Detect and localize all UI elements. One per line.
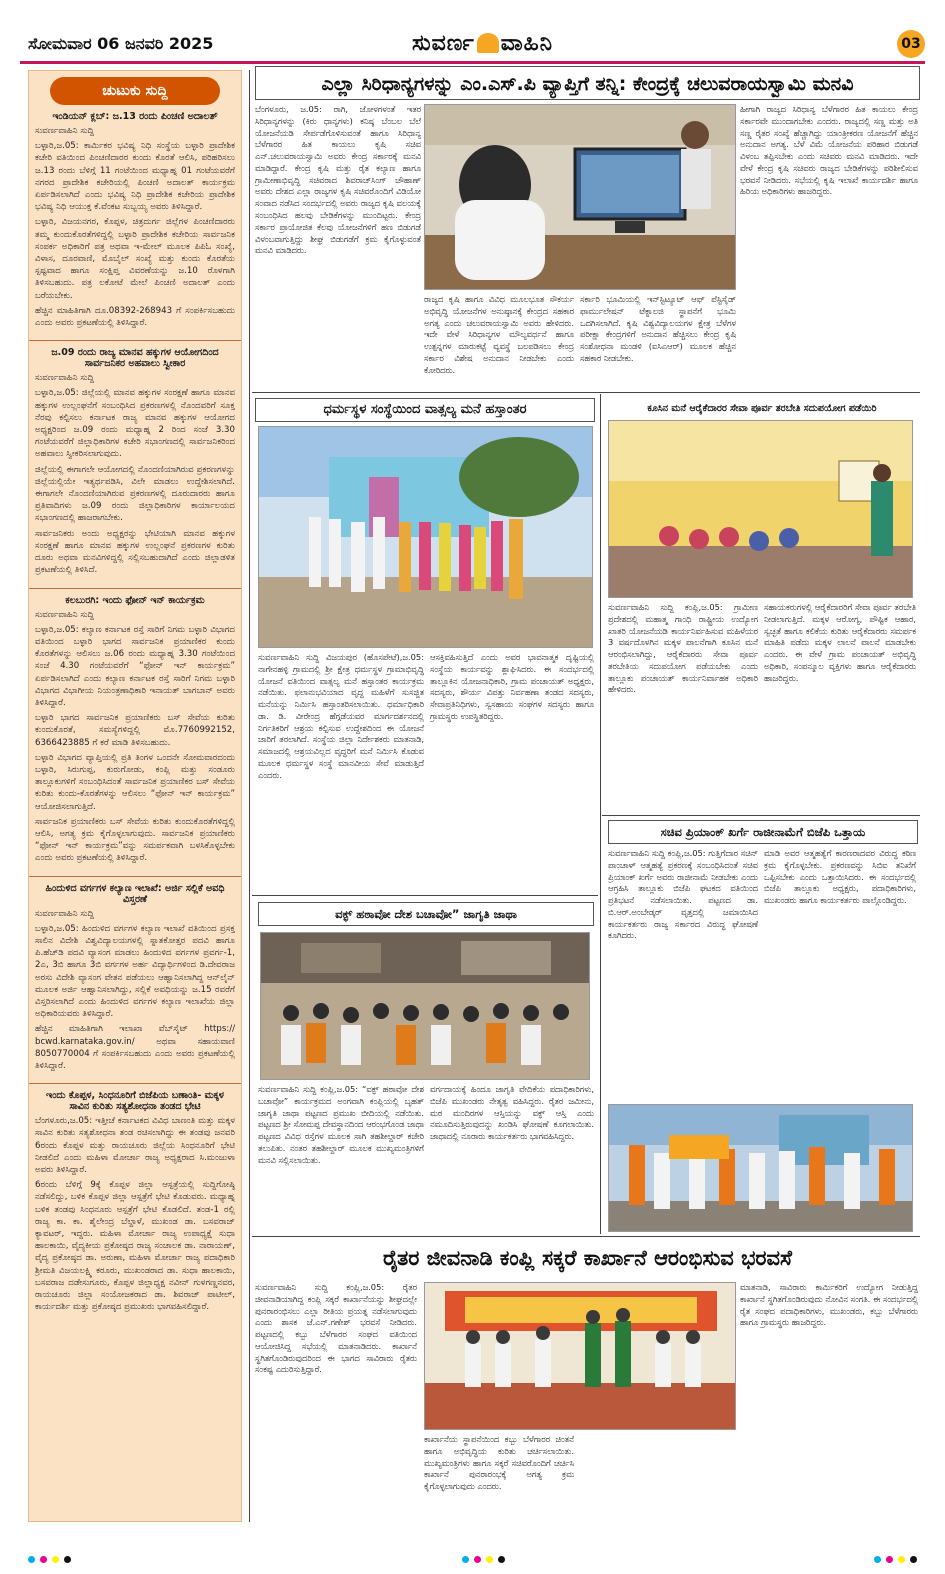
section-divider <box>602 815 920 816</box>
brief-para: ಜಿಲ್ಲೆಯಲ್ಲಿ ಈಗಾಗಲೇ ಆಯೋಗದಲ್ಲಿ ನೊಂದಣಿಯಾಗಿರುವ ಪ್ರಕರಣಗಳನ್ನು ಜಿಲ್ಲೆಯಲ್ಲಿಯೇ ಇತ್ಯರ್ಥಪಡಿಸಿ, ವಿಲೇ ಮಾಡಲು ಉದ್ದೇಶಿಸಲಾಗಿದೆ. ಈಗಾಗಲೇ ನೊಂದಣಿಯಾಗಿರುವ ಪ್ರಕರಣಗಳಲ್ಲಿ ದೂರುದಾರರು ಹಾಗೂ ಪ್ರತಿವಾದಿಗಳು ಜ.09 ರಂದು ಜಿಲ್ಲಾಧಿಕಾರಿಗಳ ಕಾರ್ಯಾಲಯದ ಸಭಾಂಗಣದಲ್ಲಿ ಹಾಜರಾಗಬೇಕು. <box>35 464 235 524</box>
agriculture-video-conference-photo <box>424 104 736 290</box>
brief-item-pension <box>29 111 241 336</box>
sugar-factory-headline: ರೈತರ ಜೀವನಾಡಿ ಕಂಪ್ಲಿ ಸಕ್ಕರೆ ಕಾರ್ಖಾನೆ ಆರಂಭಿಸುವ ಭರವಸೆ <box>382 1246 793 1270</box>
brief-item-human-rights <box>29 347 241 583</box>
brief-para: ಬಳ್ಳಾರಿ,ಜ.05: ಕಲ್ಯಾಣ ಕರ್ನಾಟಕ ರಸ್ತೆ ಸಾರಿಗೆ ನಿಗಮ ಬಳ್ಳಾರಿ ವಿಭಾಗದ ವತಿಯಿಂದ ಬಳ್ಳಾರಿ ಭಾಗದ ಸಾರ್ವಜನಿಕ ಪ್ರಯಾಣಿಕರ ಕುಂದು ಕೊರತೆಗಳನ್ನು ಆಲಿಸಲು ಜ.06 ರಂದು ಮಧ್ಯಾಹ್ನ 3.30 ಗಂಟೆಯಿಂದ ಸಂಜೆ 4.30 ಗಂಟೆಯವರೆಗೆ “ಫೋನ್ ಇನ್ ಕಾರ್ಯಕ್ರಮ” ಏರ್ಪಡಿಸಲಾಗಿದೆ ಎಂದು ಕಲ್ಯಾಣ ಕರ್ನಾಟಕ ರಸ್ತೆ ಸಾರಿಗೆ ನಿಗಮ ಬಳ್ಳಾರಿ ವಿಭಾಗದ ವಿಭಾಗೀಯ ನಿಯಂತ್ರಣಾಧಿಕಾರಿ ಇನಾಯತ್ ಬಾಗಬಾನ್ ಅವರು ತಿಳಿಸಿದ್ದಾರೆ. <box>35 624 235 708</box>
brief-title: ಇಂದು ಕೊಪ್ಪಳ, ಸಿಂಧನೂರಿಗೆ ಬಿಜೆಪಿಯ ಬಣಾಂತಿ- ಮಕ್ಕಳ ಸಾವಿನ ಕುರಿತು ಸತ್ಯಶೋಧನಾ ತಂಡದ ಭೇಟಿ <box>46 1090 224 1113</box>
yellow-dot <box>52 1556 59 1563</box>
sidebar-heading: ಚುಟುಕು ಸುದ್ದಿ <box>50 77 220 105</box>
cyan-dot <box>462 1556 469 1563</box>
brief-para: ಹೆಚ್ಚಿನ ಮಾಹಿತಿಗಾಗಿ ದೂ.08392-268943 ಗೆ ಸಂಪರ್ಕಿಸಬಹುದು ಎಂದು ಅವರು ಪ್ರಕಟಣೆಯಲ್ಲಿ ತಿಳಿಸಿದ್ದಾರೆ. <box>35 305 235 329</box>
black-dot <box>910 1556 917 1563</box>
brief-para: ಸುವರ್ಣವಾಹಿನಿ ಸುದ್ದಿ <box>35 609 94 620</box>
brief-title: ಹಿಂದುಳಿದ ವರ್ಗಗಳ ಕಲ್ಯಾಣ ಇಲಾಖೆ: ಅರ್ಜಿ ಸಲ್ಲಿಕೆ ಅವಧಿ ವಿಸ್ತರಣೆ <box>45 882 225 905</box>
brief-item-phone-in <box>29 595 241 872</box>
kusina-mane-headline: ಕೂಸಿನ ಮನೆ ಆರೈಕೆದಾರರ ಸೇವಾ ಪೂರ್ವ ತರಬೇತಿ ಸದುಪಯೋಗ ಪಡೆಯಿರಿ <box>647 403 877 414</box>
top-article-col-3: ಸರ್ಕಾರಿ ಭೂಮಿಯಲ್ಲಿ ಇನ್‌ಸ್ಟಿಟ್ಯೂಟ್ ಆಫ್ ಪೆಸ್ಟಿಸೈಡ್ ಫಾರ್ಮುಲೇಷನ್ ಟೆಕ್ನಾಲಜಿ ಸ್ಥಾಪನೆಗೆ ಭೂಮಿ ಒದಗಿಸಲಾಗಿದೆ. ಕೃಷಿ ವಿಶ್ವವಿದ್ಯಾಲಯಗಳ ಕ್ಷೇತ್ರ ಬೆಳೆಗಳ ಪರೀಕ್ಷಾ ಕೇಂದ್ರಗಳಿಗೆ ಅನುದಾನ ಹೆಚ್ಚಿಸಲು ಕೇಂದ್ರ ಕೃಷಿ ಸಂಶೋಧನಾ ಮಂಡಳಿ (ಐಸಿಎಆರ್) ಮೂಲಕ ಹೆಚ್ಚಿನ ಸಹಕಾರ ನೀಡಬೇಕು. <box>580 294 736 363</box>
yellow-dot <box>486 1556 493 1563</box>
sidebar-brief-news <box>28 70 242 1522</box>
section-divider <box>252 392 920 393</box>
brief-para: ಸುವರ್ಣವಾಹಿನಿ ಸುದ್ದಿ <box>35 373 94 384</box>
brief-para: ಸುವರ್ಣವಾಹಿನಿ ಸುದ್ದಿ <box>35 908 94 919</box>
photo-art <box>425 105 736 290</box>
brief-title: ಜ.09 ರಂದು ರಾಜ್ಯ ಮಾನವ ಹಕ್ಕುಗಳ ಆಯೋಗದಿಂದ ಸಾರ್ವಜನಿಕರ ಅಹವಾಲು ಸ್ವೀಕಾರ <box>51 347 219 370</box>
waqf-rally-col-2: ವರ್ಗದಾಯಕ್ಕೆ ಹಿಂದೂ ಜಾಗೃತಿ ವೇದಿಕೆಯ ಪದಾಧಿಕಾರಿಗಳು, ಬಿಜೆಪಿ ಮುಖಂಡರು ನೇತೃತ್ವ ವಹಿಸಿದ್ದರು. ರೈತರ ಜಮೀನು, ಮಠ ಮಂದಿರಗಳ ಆಸ್ತಿಯನ್ನು ವಕ್ಫ್ ಆಸ್ತಿ ಎಂದು ನಮೂದಿಸುತ್ತಿರುವುದನ್ನು ಖಂಡಿಸಿ ಘೋಷಣೆ ಕೂಗಲಾಯಿತು. ಜಾಥಾದಲ್ಲಿ ನೂರಾರು ಕಾರ್ಯಕರ್ತರು ಭಾಗವಹಿಸಿದ್ದರು. <box>430 1084 594 1142</box>
masthead <box>20 28 925 64</box>
kusina-mane-col-2: ಸಹಾಯಕರುಗಳಲ್ಲಿ ಆರೈಕೆದಾರರಿಗೆ ಸೇವಾ ಪೂರ್ವ ತರಬೇತಿ ನೀಡಲಾಗುತ್ತಿದೆ. ಮಕ್ಕಳ ಆರೋಗ್ಯ, ಪೌಷ್ಟಿಕ ಆಹಾರ, ಸ್ವಚ್ಛತೆ ಹಾಗೂ ಕಲಿಕೆಯ ಕುರಿತು ಆರೈಕೆದಾರರು ಸಮರ್ಪಕ ಮಾಹಿತಿ ಪಡೆದು ಮಕ್ಕಳ ಲಾಲನೆ ಪಾಲನೆ ಮಾಡಬೇಕು ಎಂದರು. ಈ ವೇಳೆ ಗ್ರಾಮ ಪಂಚಾಯತ್ ಅಭಿವೃದ್ಧಿ ಅಧಿಕಾರಿ, ಸಂಪನ್ಮೂಲ ವ್ಯಕ್ತಿಗಳು ಹಾಗೂ ಆರೈಕೆದಾರರು ಹಾಜರಿದ್ದರು. <box>764 602 916 683</box>
newspaper-logo <box>412 30 553 56</box>
brief-para: ಬೆಂಗಳೂರು,ಜ.05: ಇತ್ತೀಚೆ ಕರ್ನಾಟಕದ ವಿವಿಧ ಬಾಣಂತಿ ಮತ್ತು ಮಕ್ಕಳ ಸಾವಿನ ಕುರಿತು ಸತ್ಯಶೋಧನಾ ತಂಡ ರಚಿಸಲಾಗಿದ್ದು ಈ ತಂಡವು ಜನವರಿ 6ರಂದು ಕೊಪ್ಪಳ ಮತ್ತು ರಾಯಚೂರು ಜಿಲ್ಲೆಯ ಸಿಂಧನೂರಿಗೆ ಭೇಟಿ ನೀಡಲಿದೆ ಎಂದು ಮಹಿಳಾ ಮೋರ್ಚಾ ರಾಜ್ಯ ಅಧ್ಯಕ್ಷರಾದ ಸಿ.ಮಂಜುಳಾ ಅವರು ತಿಳಿಸಿದ್ದಾರೆ. <box>35 1116 235 1176</box>
top-article-headline: ಎಲ್ಲಾ ಸಿರಿಧಾನ್ಯಗಳನ್ನು ಎಂ.ಎಸ್.ಪಿ ವ್ಯಾಪ್ತಿಗೆ ತನ್ನಿ: ಕೇಂದ್ರಕ್ಕೆ ಚಲುವರಾಯಸ್ವಾಮಿ ಮನವಿ <box>255 66 920 100</box>
brief-body <box>35 609 235 865</box>
cyan-dot <box>28 1556 35 1563</box>
dharmasthala-headline: ಧರ್ಮಸ್ಥಳ ಸಂಸ್ಥೆಯಿಂದ ವಾತ್ಸಲ್ಯ ಮನೆ ಹಸ್ತಾಂತರ <box>255 398 595 422</box>
photo-art <box>425 1283 736 1430</box>
waqf-rally-headline: ವಕ್ಫ್ ಹಠಾವೋ ದೇಶ ಬಚಾವೋ” ಜಾಗೃತಿ ಜಾಥಾ <box>258 902 594 926</box>
cyan-dot <box>874 1556 881 1563</box>
divider <box>29 588 241 589</box>
photo-art <box>261 933 590 1080</box>
divider <box>29 1083 241 1084</box>
brief-para: ಬಳ್ಳಾರಿ,ಜ.05: ಜಿಲ್ಲೆಯಲ್ಲಿ ಮಾನವ ಹಕ್ಕುಗಳ ಸಂರಕ್ಷಣೆ ಹಾಗೂ ಮಾನವ ಹಕ್ಕುಗಳ ಉಲ್ಲಂಘನೆಗೆ ಸಂಬಂಧಿಸಿದ ಪ್ರಕರಣಗಳಲ್ಲಿ ನೊಂದವರಿಗೆ ಸೂಕ್ತ ನೆರವು ಕಲ್ಪಿಸಲು ಕರ್ನಾಟಕ ರಾಜ್ಯ ಮಾನವ ಹಕ್ಕುಗಳ ಆಯೋಗದ ಅಧ್ಯಕ್ಷರಿಂದ ಜ.09 ರಂದು ಮಧ್ಯಾಹ್ನ 2 ರಿಂದ ಸಂಜೆ 3.30 ಗಂಟೆಯವರೆಗೆ ಜಿಲ್ಲಾಧಿಕಾರಿಗಳ ಕಚೇರಿ ಸಭಾಂಗಣದಲ್ಲಿ ಸಾರ್ವಜನಿಕರಿಂದ ಅಹವಾಲು ಸ್ವೀಕರಿಸಲಾಗುವುದು. <box>35 388 235 460</box>
brief-para: 6ರಂದು ಬೆಳಿಗ್ಗೆ 9ಕ್ಕೆ ಕೊಪ್ಪಳ ಜಿಲ್ಲಾ ಆಸ್ಪತ್ರೆಯಲ್ಲಿ ಸುದ್ದಿಗೋಷ್ಠಿ ನಡೆಸಲಿದ್ದು, ಬಳಿಕ ಕೊಪ್ಪಳ ಜಿಲ್ಲಾ ಆಸ್ಪತ್ರೆಗೆ ಭೇಟಿ ಕೊಡುವರು. ಮಧ್ಯಾಹ್ನ ಬಳಿಕ ತಂಡವು ಸಿಂಧನೂರು ಆಸ್ಪತ್ರೆಗೆ ಭೇಟಿ ಕೊಡಲಿದೆ. ತಂಡ-1 ರಲ್ಲಿ ರಾಜ್ಯ ಕಾ. ಕಾ. ಶೈಲೇಂದ್ರ ಬೆಲ್ದಾಳೆ, ಮುಖಂಡ ಡಾ. ಬಸವರಾಜ್ ಕ್ಯಾವಟರ್, ಇದ್ದರು. ಮಹಿಳಾ ಮೋರ್ಚಾ ರಾಜ್ಯ ಉಪಾಧ್ಯಕ್ಷೆ ಸುಧಾ ಹಾಲಕಾಯಿ, ವೈದ್ಯಕೀಯ ಪ್ರಕೋಷ್ಠದ ರಾಜ್ಯ ಸಂಚಾಲಕ ಡಾ. ನಾರಾಯಣ್, ವೈದ್ಯ ಪ್ರಕೋಷ್ಠದ ಡಾ. ಅರುಣಾ, ಮಹಿಳಾ ಮೋರ್ಚಾ ರಾಜ್ಯ ಪದಾಧಿಕಾರಿ ಶ್ರೀಮತಿ ವಿಜಯಲಕ್ಷ್ಮಿ ಕರೂರು, ಮುಖಂಡರಾದ ಡಾ. ಸುಧಾ ಹಾಲಕಾಯಿ, ಬಸವರಾಜ ದಡೇಸುಗೂರು, ಕೊಪ್ಪಳ ಜಿಲ್ಲಾಧ್ಯಕ್ಷ ನವೀನ್ ಗುಳಗಣ್ಣನವರ, ರಾಯಚೂರು ಜಿಲ್ಲಾ ಸಂಯೋಜಕರಾದ ಡಾ. ಶಿವರಾಜ್ ಪಾಟೀಲ್, ಕಾರ್ಯದರ್ಶಿ ಮತ್ತು ಪ್ರಕೋಷ್ಠದ ಪ್ರಮುಖರು ಭಾಗವಹಿಸಲಿದ್ದಾರೆ. <box>35 1180 235 1313</box>
top-article-col-4: ಹೀಗಾಗಿ ರಾಜ್ಯದ ಸಿರಿಧಾನ್ಯ ಬೆಳೆಗಾರರ ಹಿತ ಕಾಯಲು ಕೇಂದ್ರ ಸರ್ಕಾರವೇ ಮುಂದಾಗಬೇಕು ಎಂದರು. ರಾಜ್ಯದಲ್ಲಿ ಸಣ್ಣ ಮತ್ತು ಅತಿ ಸಣ್ಣ ರೈತರ ಸಂಖ್ಯೆ ಹೆಚ್ಚಾಗಿದ್ದು ಯಾಂತ್ರೀಕರಣ ಯೋಜನೆಗೆ ಹೆಚ್ಚಿನ ಅನುದಾನ ಅಗತ್ಯ. ಬೆಳೆ ವಿಮೆ ಯೋಜನೆಯ ಪರಿಹಾರ ಬಿಡುಗಡೆ ವಿಳಂಬ ತಪ್ಪಿಸಬೇಕು ಎಂದು ಸಚಿವರು ಮನವಿ ಮಾಡಿದರು. ಇದೇ ವೇಳೆ ಕೇಂದ್ರ ಕೃಷಿ ಸಚಿವರು ರಾಜ್ಯದ ಬೇಡಿಕೆಗಳನ್ನು ಪರಿಶೀಲಿಸುವ ಭರವಸೆ ನೀಡಿದರು. ಸಭೆಯಲ್ಲಿ ಕೃಷಿ ಇಲಾಖೆ ಕಾರ್ಯದರ್ಶಿ ಹಾಗೂ ಹಿರಿಯ ಅಧಿಕಾರಿಗಳು ಹಾಜರಿದ್ದರು. <box>740 104 918 197</box>
logo-right-text: ವಾಹಿನಿ <box>500 30 554 56</box>
brief-item-bjp-team <box>29 1090 241 1320</box>
brief-body <box>35 125 235 329</box>
magenta-dot <box>886 1556 893 1563</box>
brief-body <box>35 1115 235 1313</box>
kharge-col-1: ಸುವರ್ಣವಾಹಿನಿ ಸುದ್ದಿ ಕಂಪ್ಲಿ,ಜ.05: ಗುತ್ತಿಗೆದಾರ ಸಚಿನ್ ಪಾಂಚಾಳ್ ಆತ್ಮಹತ್ಯೆ ಪ್ರಕರಣಕ್ಕೆ ಸಂಬಂಧಿಸಿದಂತೆ ಸಚಿವ ಪ್ರಿಯಾಂಕ್ ಖರ್ಗೆ ಅವರು ರಾಜೀನಾಮೆ ನೀಡಬೇಕು ಎಂದು ಆಗ್ರಹಿಸಿ ತಾಲ್ಲೂಕು ಬಿಜೆಪಿ ಘಟಕದ ವತಿಯಿಂದ ಪ್ರತಿಭಟನೆ ನಡೆಸಲಾಯಿತು. ಪಟ್ಟಣದ ಡಾ. ಬಿ.ಆರ್.ಅಂಬೇಡ್ಕರ್ ವೃತ್ತದಲ್ಲಿ ಜಮಾಯಿಸಿದ ಕಾರ್ಯಕರ್ತರು ರಾಜ್ಯ ಸರ್ಕಾರದ ವಿರುದ್ಧ ಘೋಷಣೆ ಕೂಗಿದರು. <box>608 848 758 941</box>
photo-art <box>259 427 593 648</box>
print-registration-strip <box>0 1552 945 1566</box>
section-divider <box>252 895 598 896</box>
brief-item-backward-classes <box>29 883 241 1080</box>
black-dot <box>498 1556 505 1563</box>
dharmasthala-col-1: ಸುವರ್ಣವಾಹಿನಿ ಸುದ್ದಿ ವಿಜಯಪುರ (ಹೊಸಪೇಟೆ),ಜ.05: ನಾಗೇನಹಳ್ಳಿ ಗ್ರಾಮದಲ್ಲಿ ಶ್ರೀ ಕ್ಷೇತ್ರ ಧರ್ಮಸ್ಥಳ ಗ್ರಾಮಾಭಿವೃದ್ಧಿ ಯೋಜನೆ ವತಿಯಿಂದ ವಾತ್ಸಲ್ಯ ಮನೆ ಹಸ್ತಾಂತರ ಕಾರ್ಯಕ್ರಮ ನಡೆಯಿತು. ಫಲಾನುಭವಿಯಾದ ವೃದ್ಧ ಮಹಿಳೆಗೆ ಸುಸಜ್ಜಿತ ಮನೆಯನ್ನು ನಿರ್ಮಿಸಿ ಹಸ್ತಾಂತರಿಸಲಾಯಿತು. ಧರ್ಮಾಧಿಕಾರಿ ಡಾ. ಡಿ. ವೀರೇಂದ್ರ ಹೆಗ್ಗಡೆಯವರ ಮಾರ್ಗದರ್ಶನದಲ್ಲಿ ನಿರ್ಗತಿಕರಿಗೆ ಆಶ್ರಯ ಕಲ್ಪಿಸುವ ಉದ್ದೇಶದಿಂದ ಈ ಯೋಜನೆ ಜಾರಿಗೆ ತರಲಾಗಿದೆ. ಸಂಸ್ಥೆಯ ಜಿಲ್ಲಾ ನಿರ್ದೇಶಕರು ಮಾತನಾಡಿ, ಸಮಾಜದಲ್ಲಿ ಆಶ್ರಯವಿಲ್ಲದ ವೃದ್ಧರಿಗೆ ಮನೆ ನಿರ್ಮಿಸಿ ಕೊಡುವ ಮೂಲಕ ಧರ್ಮಸ್ಥಳ ಸಂಸ್ಥೆ ಮಾನವೀಯ ಸೇವೆ ಮಾಡುತ್ತಿದೆ ಎಂದರು. <box>258 652 424 780</box>
column-divider <box>249 70 250 1522</box>
dharmasthala-col-2: ಆಸಕ್ತಿವಹಿಸುತ್ತಿದೆ ಎಂದು ಅವರ ಭಾವನಾತ್ಮಕ ದೃಷ್ಟಿಯಲ್ಲಿ ಸಂಸ್ಥೆಯ ಕಾರ್ಯವನ್ನು ಶ್ಲಾಘಿಸಿದರು. ಈ ಸಂದರ್ಭದಲ್ಲಿ ತಾಲ್ಲೂಕಿನ ಯೋಜನಾಧಿಕಾರಿ, ಗ್ರಾಮ ಪಂಚಾಯತ್ ಅಧ್ಯಕ್ಷರು, ಸದಸ್ಯರು, ಶೌರ್ಯ ವಿಪತ್ತು ನಿರ್ವಹಣಾ ತಂಡದ ಸದಸ್ಯರು, ಸೇವಾಪ್ರತಿನಿಧಿಗಳು, ಸ್ವಸಹಾಯ ಸಂಘಗಳ ಸದಸ್ಯರು ಹಾಗೂ ಗ್ರಾಮಸ್ಥರು ಉಪಸ್ಥಿತರಿದ್ದರು. <box>430 652 594 721</box>
brief-para: ಬಳ್ಳಾರಿ ಭಾಗದ ಸಾರ್ವಜನಿಕ ಪ್ರಯಾಣಿಕರು ಬಸ್ ಸೇವೆಯ ಕುರಿತು ಕುಂದುಕೊರತೆ, ಸಮಸ್ಯೆಗಳಿದ್ದಲ್ಲಿ ಮೊ.7760992152, 6366423885 ಗೆ ಕರೆ ಮಾಡಿ ತಿಳಿಸಬಹುದು. <box>35 713 235 748</box>
kusina-mane-col-1: ಸುವರ್ಣವಾಹಿನಿ ಸುದ್ದಿ ಕಂಪ್ಲಿ,ಜ.05: ಗ್ರಾಮೀಣ ಪ್ರದೇಶದಲ್ಲಿ ಮಹಾತ್ಮ ಗಾಂಧಿ ರಾಷ್ಟ್ರೀಯ ಉದ್ಯೋಗ ಖಾತರಿ ಯೋಜನೆಯಡಿ ಕಾರ್ಯನಿರ್ವಹಿಸುವ ಮಹಿಳೆಯರ 3 ವರ್ಷದೊಳಗಿನ ಮಕ್ಕಳ ಪಾಲನೆಗಾಗಿ ಕೂಸಿನ ಮನೆ ಆರಂಭಿಸಲಾಗಿದ್ದು, ಆರೈಕೆದಾರರು ಸೇವಾ ಪೂರ್ವ ತರಬೇತಿಯ ಸದುಪಯೋಗ ಪಡೆಯಬೇಕು ಎಂದು ತಾಲ್ಲೂಕು ಪಂಚಾಯತ್ ಕಾರ್ಯನಿರ್ವಾಹಕ ಅಧಿಕಾರಿ ಹೇಳಿದರು. <box>608 602 758 695</box>
waqf-rally-col-1: ಸುವರ್ಣವಾಹಿನಿ ಸುದ್ದಿ ಕಂಪ್ಲಿ,ಜ.05: “ವಕ್ಫ್ ಹಠಾವೋ ದೇಶ ಬಚಾವೋ” ಕಾರ್ಯಕ್ರಮದ ಅಂಗವಾಗಿ ಕಂಪ್ಲಿಯಲ್ಲಿ ಬೃಹತ್ ಜಾಗೃತಿ ಜಾಥಾ ಪಟ್ಟಣದ ಪ್ರಮುಖ ಬೀದಿಯಲ್ಲಿ ನಡೆಯಿತು. ಪಟ್ಟಣದ ಶ್ರೀ ಸೋಮಪ್ಪ ದೇವಸ್ಥಾನದಿಂದ ಆರಂಭಗೊಂಡ ಜಾಥಾ ಪಟ್ಟಣದ ವಿವಿಧ ರಸ್ತೆಗಳ ಮೂಲಕ ಸಾಗಿ ತಹಶೀಲ್ದಾರ್ ಕಚೇರಿ ತಲುಪಿತು. ನಂತರ ತಹಶೀಲ್ದಾರ್ ಮೂಲಕ ಮುಖ್ಯಮಂತ್ರಿಗಳಿಗೆ ಮನವಿ ಸಲ್ಲಿಸಲಾಯಿತು. <box>258 1084 424 1165</box>
brief-para: ಹೆಚ್ಚಿನ ಮಾಹಿತಿಗಾಗಿ ಇಲಾಖಾ ವೆಬ್‌ಸೈಟ್ https:// bcwd.karnataka.gov.in/ ಅಥವಾ ಸಹಾಯವಾಣಿ 8050770004 ಗೆ ಸಂಪರ್ಕಿಸಬಹುದು ಎಂದು ಅವರು ಪ್ರಕಟಣೆಯಲ್ಲಿ ತಿಳಿಸಿದ್ದಾರೆ. <box>35 1024 235 1071</box>
sugar-factory-col-1: ಸುವರ್ಣವಾಹಿನಿ ಸುದ್ದಿ ಕಂಪ್ಲಿ,ಜ.05: ರೈತರ ಜೀವನಾಡಿಯಾಗಿದ್ದ ಕಂಪ್ಲಿ ಸಕ್ಕರೆ ಕಾರ್ಖಾನೆಯನ್ನು ಶೀಘ್ರದಲ್ಲೇ ಪುನರಾರಂಭಿಸಲು ಎಲ್ಲಾ ರೀತಿಯ ಪ್ರಯತ್ನ ನಡೆಸಲಾಗುವುದು ಎಂದು ಶಾಸಕ ಜೆ.ಎನ್.ಗಣೇಶ್ ಭರವಸೆ ನೀಡಿದರು. ಪಟ್ಟಣದಲ್ಲಿ ಕಬ್ಬು ಬೆಳೆಗಾರರ ಸಂಘದ ವತಿಯಿಂದ ಆಯೋಜಿಸಿದ್ದ ಸಭೆಯಲ್ಲಿ ಮಾತನಾಡಿದರು. ಕಾರ್ಖಾನೆ ಸ್ಥಗಿತಗೊಂಡಿರುವುದರಿಂದ ಈ ಭಾಗದ ಸಾವಿರಾರು ರೈತರು ಸಂಕಷ್ಟ ಎದುರಿಸುತ್ತಿದ್ದಾರೆ. <box>255 1282 417 1375</box>
brief-para: ಬಳ್ಳಾರಿ,ಜ.05: ಹಿಂದುಳಿದ ವರ್ಗಗಳ ಕಲ್ಯಾಣ ಇಲಾಖೆ ವತಿಯಿಂದ ಪ್ರಸಕ್ತ ಸಾಲಿನ ವಿದೇಶಿ ವಿಶ್ವವಿದ್ಯಾಲಯಗಳಲ್ಲಿ ಸ್ನಾತಕೋತ್ತರ ಪದವಿ ಹಾಗೂ ಪಿ.ಹೆಚ್‌ಡಿ ಪದವಿ ವ್ಯಾಸಂಗ ಮಾಡಲು ಹಿಂದುಳಿದ ವರ್ಗಗಳ ಪ್ರವರ್ಗ-1, 2ಎ, 3ಬಿ ಹಾಗೂ 3ಬಿ ವರ್ಗಗಳ ಅರ್ಹ ವಿದ್ಯಾರ್ಥಿಗಳಿಂದ ಡಿ.ದೇವರಾಜ ಅರಸು ವಿದೇಶಿ ವ್ಯಾಸಂಗ ವೇತನ ಪಡೆಯಲು ಆಹ್ವಾನಿಸಲಾಗಿದ್ದ ಆನ್‌ಲೈನ್ ಮೂಲಕ ಅರ್ಜಿ ಆಹ್ವಾನಿಸಲಾಗಿದ್ದು, ಸಲ್ಲಿಕೆ ಅವಧಿಯನ್ನು ಜ.15 ರವರೆಗೆ ವಿಸ್ತರಿಸಲಾಗಿದೆ ಎಂದು ಹಿಂದುಳಿದ ವರ್ಗಗಳ ಕಲ್ಯಾಣ ಇಲಾಖೆಯ ಜಿಲ್ಲಾ ಅಧಿಕಾರಿಯವರು ತಿಳಿಸಿದ್ದಾರೆ. <box>35 923 235 1020</box>
brief-body <box>35 372 235 576</box>
divider <box>29 876 241 877</box>
logo-left-text: ಸುವರ್ಣ <box>412 30 475 56</box>
magenta-dot <box>474 1556 481 1563</box>
section-divider <box>252 1236 920 1237</box>
sugar-factory-meeting-photo <box>424 1282 736 1430</box>
brief-title: ಕಲಬುರಗಿ: ಇಂದು ಫೋನ್ ಇನ್ ಕಾರ್ಯಕ್ರಮ <box>65 594 205 606</box>
brief-para: ಬಳ್ಳಾರಿ,ಜ.05: ಕಾರ್ಮಿಕರ ಭವಿಷ್ಯ ನಿಧಿ ಸಂಸ್ಥೆಯ ಬಳ್ಳಾರಿ ಪ್ರಾದೇಶಿಕ ಕಚೇರಿ ವತಿಯಿಂದ ಪಿಂಚಣಿದಾರರ ಕುಂದು ಕೊರತೆ ಆಲಿಸಿ, ಪರಿಹರಿಸಲು ಜ.13 ರಂದು ಬೆಳಿಗ್ಗೆ 11 ಗಂಟೆಯಿಂದ ಮಧ್ಯಾಹ್ನ 01 ಗಂಟೆಯವರೆಗೆ ನಗರದ ಪ್ರಾದೇಶಿಕ ಕಚೇರಿಯಲ್ಲಿ ಪಿಂಚಣಿ ಅದಾಲತ್ ಕಾರ್ಯಕ್ರಮ ಏರ್ಪಡಿಸಲಾಗಿದೆ ಎಂದು ಭವಿಷ್ಯ ನಿಧಿ ಪ್ರಾದೇಶಿಕ ಕಚೇರಿಯ ಪ್ರಾದೇಶಿಕ ಭವಿಷ್ಯ ನಿಧಿ ಆಯುಕ್ತ ಕೆ.ವೆಂಕಟ ಸುಬ್ಬಯ್ಯ ಅವರು ತಿಳಿಸಿದ್ದಾರೆ. <box>35 141 235 213</box>
top-article-col-2: ರಾಜ್ಯದ ಕೃಷಿ ಹಾಗೂ ವಿವಿಧ ಮೂಲಭೂತ ಸೌಕರ್ಯ ಅಭಿವೃದ್ಧಿ ಯೋಜನೆಗಳ ಅನುಷ್ಠಾನಕ್ಕೆ ಕೇಂದ್ರದ ಸಹಕಾರ ಅಗತ್ಯ ಎಂದು ಚಲುವರಾಯಸ್ವಾಮಿ ಅವರು ಹೇಳಿದರು. ಇದೇ ವೇಳೆ ಸಿರಿಧಾನ್ಯಗಳ ಮೌಲ್ಯವರ್ಧನೆ ಹಾಗೂ ಉತ್ಪನ್ನಗಳ ಮಾರುಕಟ್ಟೆ ವ್ಯವಸ್ಥೆ ಬಲಪಡಿಸಲು ಕೇಂದ್ರ ಸರ್ಕಾರ ವಿಶೇಷ ಅನುದಾನ ನೀಡಬೇಕು ಎಂದು ಕೋರಿದರು. <box>424 294 574 375</box>
yellow-dot <box>898 1556 905 1563</box>
black-dot <box>64 1556 71 1563</box>
divider <box>29 340 241 341</box>
house-handover-photo <box>258 426 593 648</box>
top-article-col-1: ಬೆಂಗಳೂರು, ಜ.05: ರಾಗಿ, ಜೋಳಗಳಂತೆ ಇತರ ಸಿರಿಧಾನ್ಯಗಳನ್ನು (ಕಿರು ಧಾನ್ಯಗಳು) ಕನಿಷ್ಠ ಬೆಂಬಲ ಬೆಲೆ ಯೋಜನೆಯಡಿ ಸೇರ್ಪಡೆಗೊಳಿಸುವಂತೆ ಹಾಗೂ ಸಿರಿಧಾನ್ಯ ಬೆಳೆಗಾರರ ಹಿತ ಕಾಯಲು ಕೃಷಿ ಸಚಿವ ಎನ್.ಚಲುವರಾಯಸ್ವಾಮಿ ಅವರು ಕೇಂದ್ರ ಸರ್ಕಾರಕ್ಕೆ ಮನವಿ ಮಾಡಿದ್ದಾರೆ. ಕೇಂದ್ರ ಕೃಷಿ ಮತ್ತು ರೈತ ಕಲ್ಯಾಣ ಹಾಗೂ ಗ್ರಾಮೀಣಾಭಿವೃದ್ಧಿ ಸಚಿವರಾದ ಶಿವರಾಜ್‌ಸಿಂಗ್ ಚೌಹಾಣ್ ಅವರು ದೇಶದ ಎಲ್ಲಾ ರಾಜ್ಯಗಳ ಕೃಷಿ ಸಚಿವರೊಂದಿಗೆ ವಿಡಿಯೋ ಸಂವಾದ ನಡೆಸಿದ ಸಂದರ್ಭದಲ್ಲಿ ಅವರು ರಾಜ್ಯದ ಕೃಷಿ ವಲಯಕ್ಕೆ ಸಂಬಂಧಿಸಿದ ಹಲವು ಬೇಡಿಕೆಗಳನ್ನು ಮುಂದಿಟ್ಟರು. ಕೇಂದ್ರ ಸರ್ಕಾರ ಪ್ರಾಯೋಜಿತ ಕೆಲವು ಯೋಜನೆಗಳಿಗೆ ಹಣ ಬಿಡುಗಡೆ ವಿಳಂಬವಾಗುತ್ತಿದ್ದು ಶೀಘ್ರ ಬಿಡುಗಡೆಗೆ ಕ್ರಮ ಕೈಗೊಳ್ಳುವಂತೆ ಮನವಿ ಮಾಡಿದರು. <box>255 104 421 256</box>
brief-para: ಸಾರ್ವಜನಿಕರು ಅಂದು ಅಧ್ಯಕ್ಷರನ್ನು ಭೇಟಿಯಾಗಿ ಮಾನವ ಹಕ್ಕುಗಳ ಸಂರಕ್ಷಣೆ ಹಾಗೂ ಮಾನವ ಹಕ್ಕುಗಳ ಉಲ್ಲಂಘನೆ ಪ್ರಕರಣಗಳ ಕುರಿತು ದೂರು ಅಥವಾ ಮನವಿಗಳಿದ್ದಲ್ಲಿ ಸಲ್ಲಿಸಬಹುದಾಗಿದೆ ಎಂದು ಜಿಲ್ಲಾಡಳಿತ ಪ್ರಕಟಣೆಯಲ್ಲಿ ತಿಳಿಸಿದೆ. <box>35 528 235 576</box>
kharge-resignation-headline: ಸಚಿವ ಪ್ರಿಯಾಂಕ್ ಖರ್ಗೆ ರಾಜೀನಾಮೆಗೆ ಬಿಜೆಪಿ ಒತ್ತಾಯ <box>608 820 918 844</box>
brief-para: ಬಳ್ಳಾರಿ, ವಿಜಯನಗರ, ಕೊಪ್ಪಳ, ಚಿತ್ರದುರ್ಗ ಜಿಲ್ಲೆಗಳ ಪಿಂಚಣಿದಾರರು ತಮ್ಮ ಕುಂದುಕೊರತೆಗಳಿದ್ದಲ್ಲಿ ಬಳ್ಳಾರಿ ಪ್ರಾದೇಶಿಕ ಕಚೇರಿಯ ಸಾರ್ವಜನಿಕ ಸಂಪರ್ಕ ಅಧಿಕಾರಿಗೆ ಪತ್ರ ಅಥವಾ ಇ-ಮೇಲ್ ಮೂಲಕ ಪಿಪಿಓ ಸಂಖ್ಯೆ, ವಿಳಾಸ, ದೂರವಾಣಿ, ಮೊಬೈಲ್ ಸಂಖ್ಯೆ ಮತ್ತು ಕುಂದು ಕೊರತೆಯ ಸ್ಪಷ್ಟವಾದ ಹಾಗೂ ಸಂಕ್ಷಿಪ್ತ ವಿವರಣೆಯನ್ನು ಜ.10 ರೊಳಗಾಗಿ ತಿಳಿಸಬಹುದು. ಪತ್ರ ಲಕೋಟೆ ಮೇಲೆ ಪಿಂಚಣಿ ಅದಾಲತ್ ಎಂದು ಬರೆಯಬೇಕು. <box>35 217 235 301</box>
bjp-protest-photo <box>608 1104 913 1232</box>
photo-art <box>609 421 913 598</box>
brief-para: ಸಾರ್ವಜನಿಕ ಪ್ರಯಾಣಿಕರು ಬಸ್ ಸೇವೆಯ ಕುರಿತು ಕುಂದುಕೊರತೆಗಳಿದ್ದಲ್ಲಿ ಆಲಿಸಿ, ಅಗತ್ಯ ಕ್ರಮ ಕೈಗೊಳ್ಳಲಾಗುವುದು. ಸಾರ್ವಜನಿಕ ಪ್ರಯಾಣಿಕರು “ಫೋನ್ ಇನ್ ಕಾರ್ಯಕ್ರಮ”ವನ್ನು ಸಮರ್ಪಕವಾಗಿ ಬಳಸಿಕೊಳ್ಳಬೇಕು ಎಂದು ಅವರು ಪ್ರಕಟಣೆಯಲ್ಲಿ ತಿಳಿಸಿದ್ದಾರೆ. <box>35 816 235 864</box>
sugar-factory-col-3: ಮಾತನಾಡಿ, ಸಾವಿರಾರು ಕಾರ್ಮಿಕರಿಗೆ ಉದ್ಯೋಗ ನೀಡುತ್ತಿದ್ದ ಕಾರ್ಖಾನೆ ಸ್ಥಗಿತಗೊಂಡಿರುವುದು ನೋವಿನ ಸಂಗತಿ. ಈ ಸಂದರ್ಭದಲ್ಲಿ ರೈತ ಸಂಘದ ಪದಾಧಿಕಾರಿಗಳು, ಮುಖಂಡರು, ಕಬ್ಬು ಬೆಳೆಗಾರರು ಹಾಗೂ ಗ್ರಾಮಸ್ಥರು ಹಾಜರಿದ್ದರು. <box>740 1282 918 1328</box>
sugar-factory-col-3-lower <box>580 1434 736 1522</box>
brief-title: ಇಂಡಿಯನ್ ಕ್ಲಬ್: ಜ.13 ರಂದು ಪಿಂಚಣಿ ಅದಾಲತ್ <box>52 111 218 122</box>
waqf-rally-photo <box>260 932 590 1080</box>
brief-body <box>35 908 235 1073</box>
flame-icon <box>477 33 499 53</box>
photo-art <box>609 1105 913 1232</box>
sugar-factory-col-2: ಕಾರ್ಖಾನೆಯ ಸ್ಥಾಪನೆಯಿಂದ ಕಬ್ಬು ಬೆಳೆಗಾರರ ಚಿಂತನೆ ಹಾಗೂ ಅಭಿವೃದ್ಧಿಯ ಕುರಿತು ಚರ್ಚಿಸಲಾಯಿತು. ಮುಖ್ಯಮಂತ್ರಿಗಳು ಹಾಗೂ ಸಕ್ಕರೆ ಸಚಿವರೊಂದಿಗೆ ಚರ್ಚಿಸಿ ಕಾರ್ಖಾನೆ ಪುನರಾರಂಭಕ್ಕೆ ಅಗತ್ಯ ಕ್ರಮ ಕೈಗೊಳ್ಳಲಾಗುವುದು ಎಂದರು. <box>424 1434 574 1492</box>
column-divider <box>600 394 601 1234</box>
brief-para: ಸುವರ್ಣವಾಹಿನಿ ಸುದ್ದಿ <box>35 126 94 136</box>
issue-date: ಸೋಮವಾರ 06 ಜನವರಿ 2025 <box>28 34 214 53</box>
magenta-dot <box>40 1556 47 1563</box>
kharge-col-2: ಮಾಡಿ ಅವರ ಆತ್ಮಹತ್ಯೆಗೆ ಕಾರಣರಾದವರ ವಿರುದ್ಧ ಕಠಿಣ ಕ್ರಮ ಕೈಗೊಳ್ಳಬೇಕು. ಪ್ರಕರಣವನ್ನು ಸಿಬಿಐ ತನಿಖೆಗೆ ಒಪ್ಪಿಸಬೇಕು ಎಂದು ಒತ್ತಾಯಿಸಿದರು. ಈ ಸಂದರ್ಭದಲ್ಲಿ ಬಿಜೆಪಿ ತಾಲ್ಲೂಕು ಅಧ್ಯಕ್ಷರು, ಪದಾಧಿಕಾರಿಗಳು, ಮುಖಂಡರು ಹಾಗೂ ಕಾರ್ಯಕರ್ತರು ಪಾಲ್ಗೊಂಡಿದ್ದರು. <box>764 848 916 906</box>
brief-para: ಬಳ್ಳಾರಿ ವಿಭಾಗದ ವ್ಯಾಪ್ತಿಯಲ್ಲಿ ಪ್ರತಿ ತಿಂಗಳ ಒಂದನೇ ಸೋಮವಾರದಂದು ಬಳ್ಳಾರಿ, ಸಿರುಗುಪ್ಪ, ಕುರುಗೋಡು, ಕಂಪ್ಲಿ ಮತ್ತು ಸಂಡೂರು ತಾಲ್ಲೂಕುಗಳಿಗೆ ಸಂಬಂಧಿಸಿದಂತೆ ಸಾರ್ವಜನಿಕ ಪ್ರಯಾಣಿಕರ ಬಸ್ ಸೇವೆಯ ಕುರಿತು ಕುಂದು-ಕೊರತೆಗಳನ್ನು ಆಲಿಸಲು “ಫೋನ್ ಇನ್ ಕಾರ್ಯಕ್ರಮ” ಆಯೋಜಿಸಲಾಗುತ್ತಿದೆ. <box>35 752 235 812</box>
page-number: 03 <box>897 30 925 58</box>
training-session-photo <box>608 420 913 598</box>
